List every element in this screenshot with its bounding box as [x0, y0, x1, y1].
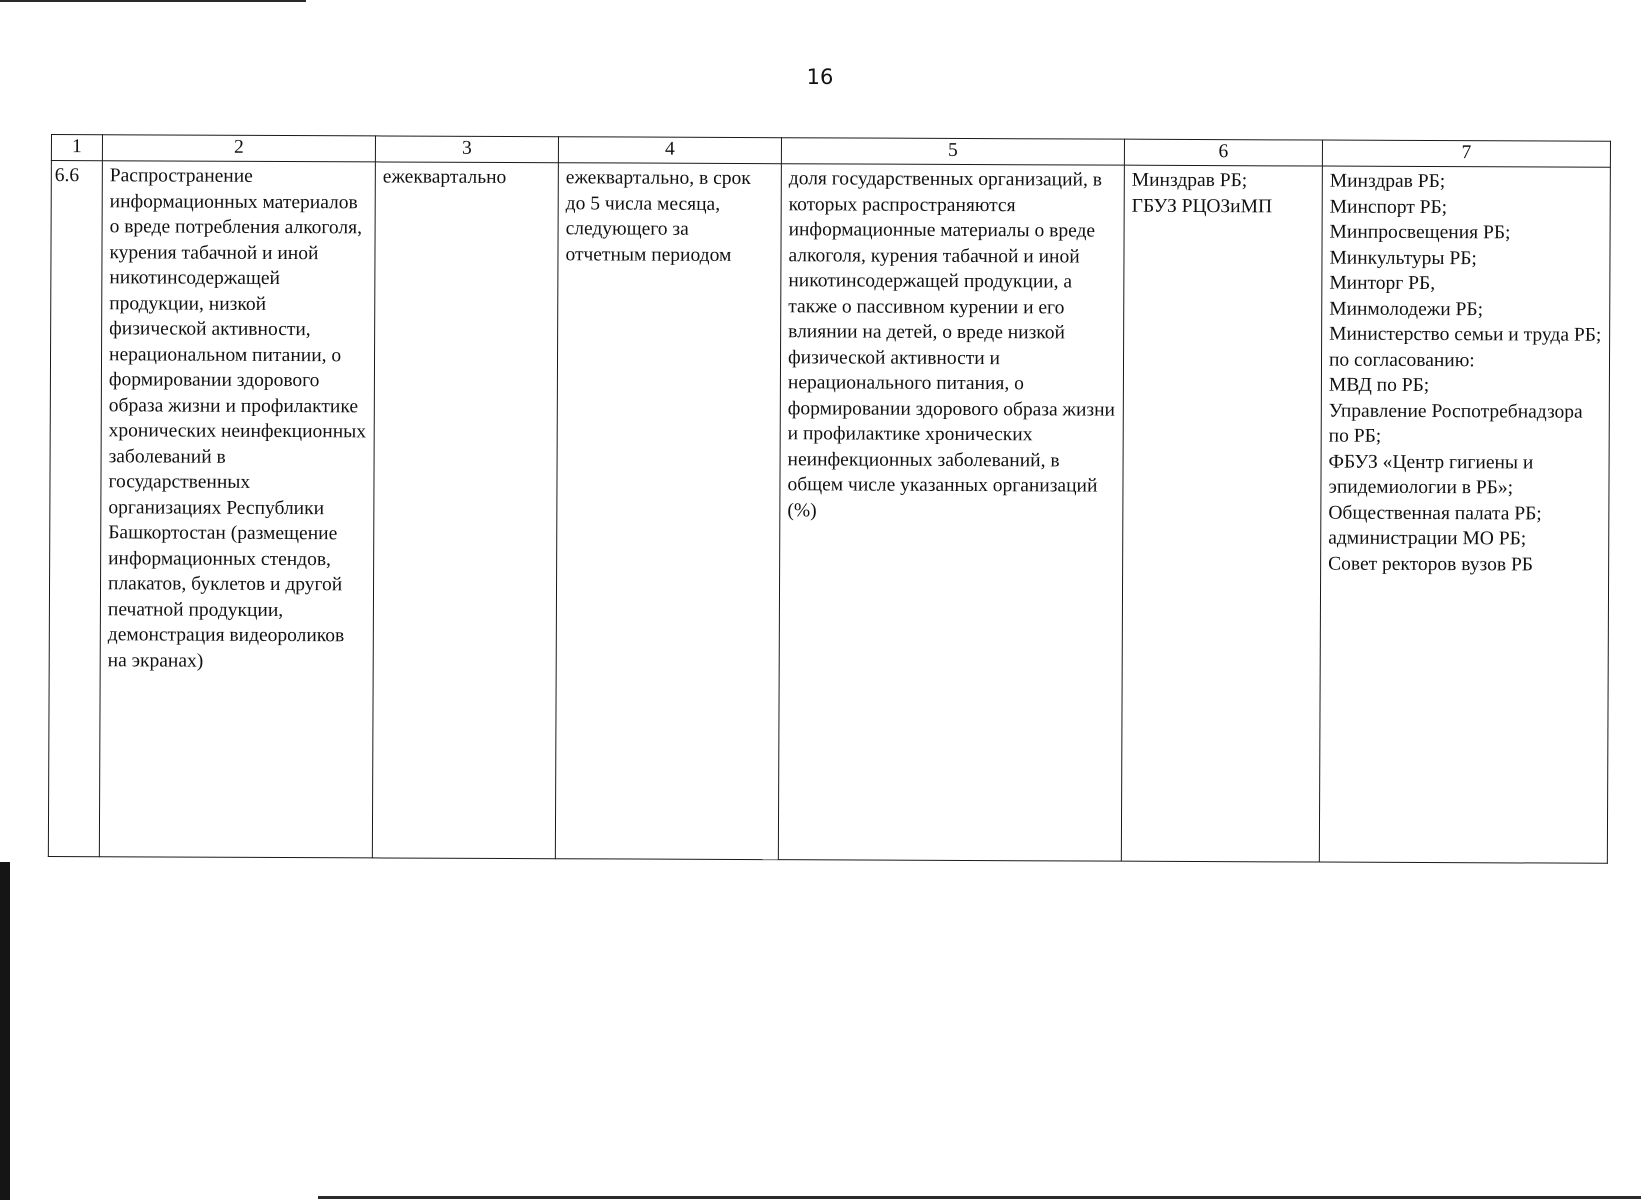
co-executor: Минспорт РБ; — [1329, 196, 1448, 218]
responsible-executor: Минздрав РБ; — [1131, 169, 1248, 192]
column-number: 4 — [558, 137, 781, 164]
co-executor: администрации МО РБ; — [1328, 527, 1527, 550]
co-executor: Министерство семьи и труда РБ; — [1329, 323, 1602, 346]
page-number: 16 — [806, 65, 834, 89]
deadline-text: ежеквартально, в срок до 5 числа месяца, следующего за отчетным периодом — [565, 167, 751, 266]
co-executor: Общественная палата РБ; — [1328, 502, 1542, 525]
co-executor: Управление Роспотребнадзора по РБ; — [1328, 400, 1583, 447]
co-executor: Минздрав РБ; — [1329, 170, 1446, 193]
column-number: 3 — [375, 136, 558, 163]
column-number: 7 — [1322, 140, 1610, 167]
co-executor: Минторг РБ, — [1329, 272, 1436, 295]
periodicity-text: ежеквартально — [382, 166, 507, 188]
co-executors-cell — [1319, 166, 1610, 863]
co-executor: Минпросвещения РБ; — [1329, 221, 1511, 244]
activity-cell — [99, 161, 375, 858]
activity-text: Распространение информационных материалов о вреде потребления алкоголя, курения табачной и иной никотинсодержащей продукции, низкой физической активности, нерациональном питании, о формировании здорового образа жизни и профилактике хронических неинфекционных заболеваний в государственных организациях Республики Башкортостан (размещение информационных стендов, плакатов, буклетов и другой печатной продукции, демонстрация видеороликов на экранах) — [107, 165, 367, 672]
column-number: 1 — [51, 135, 102, 161]
scan-border-left — [0, 862, 10, 1200]
table-row — [48, 161, 1610, 864]
co-executor: по согласованию: — [1328, 349, 1475, 371]
column-number: 2 — [102, 135, 375, 162]
periodicity-cell — [372, 162, 558, 859]
column-number: 6 — [1124, 139, 1322, 166]
co-executor: ФБУЗ «Центр гигиены и эпидемиологии в РБ»; — [1328, 451, 1534, 499]
scan-border-top — [0, 0, 306, 2]
plan-table — [48, 134, 1611, 864]
column-number: 5 — [781, 138, 1124, 165]
indicator-cell — [778, 164, 1124, 861]
indicator-text: доля государственных организаций, в которых распространяются информационные материалы о вреде алкоголя, курения табачной и иной никотинсодержащей продукции, а также о пассивном курении и его влиянии на детей, о вреде низкой физической активности и нерационального питания, о формировании здорового образа жизни и профилактике хронических неинфекционных заболеваний, в общем числе указанных организаций (%) — [787, 168, 1116, 521]
co-executor: Минкультуры РБ; — [1329, 247, 1477, 269]
responsible-executors-cell — [1121, 165, 1322, 862]
scan-border-bottom — [318, 1196, 1641, 1199]
item-number: 6.6 — [54, 165, 80, 187]
co-executor: Совет ректоров вузов РБ — [1328, 553, 1534, 575]
co-executor: Минмолодежи РБ; — [1329, 298, 1484, 320]
deadline-cell — [555, 163, 781, 860]
item-number-cell — [48, 161, 102, 857]
responsible-executor: ГБУЗ РЦОЗиМП — [1131, 195, 1273, 217]
co-executor: МВД по РБ; — [1328, 374, 1430, 397]
